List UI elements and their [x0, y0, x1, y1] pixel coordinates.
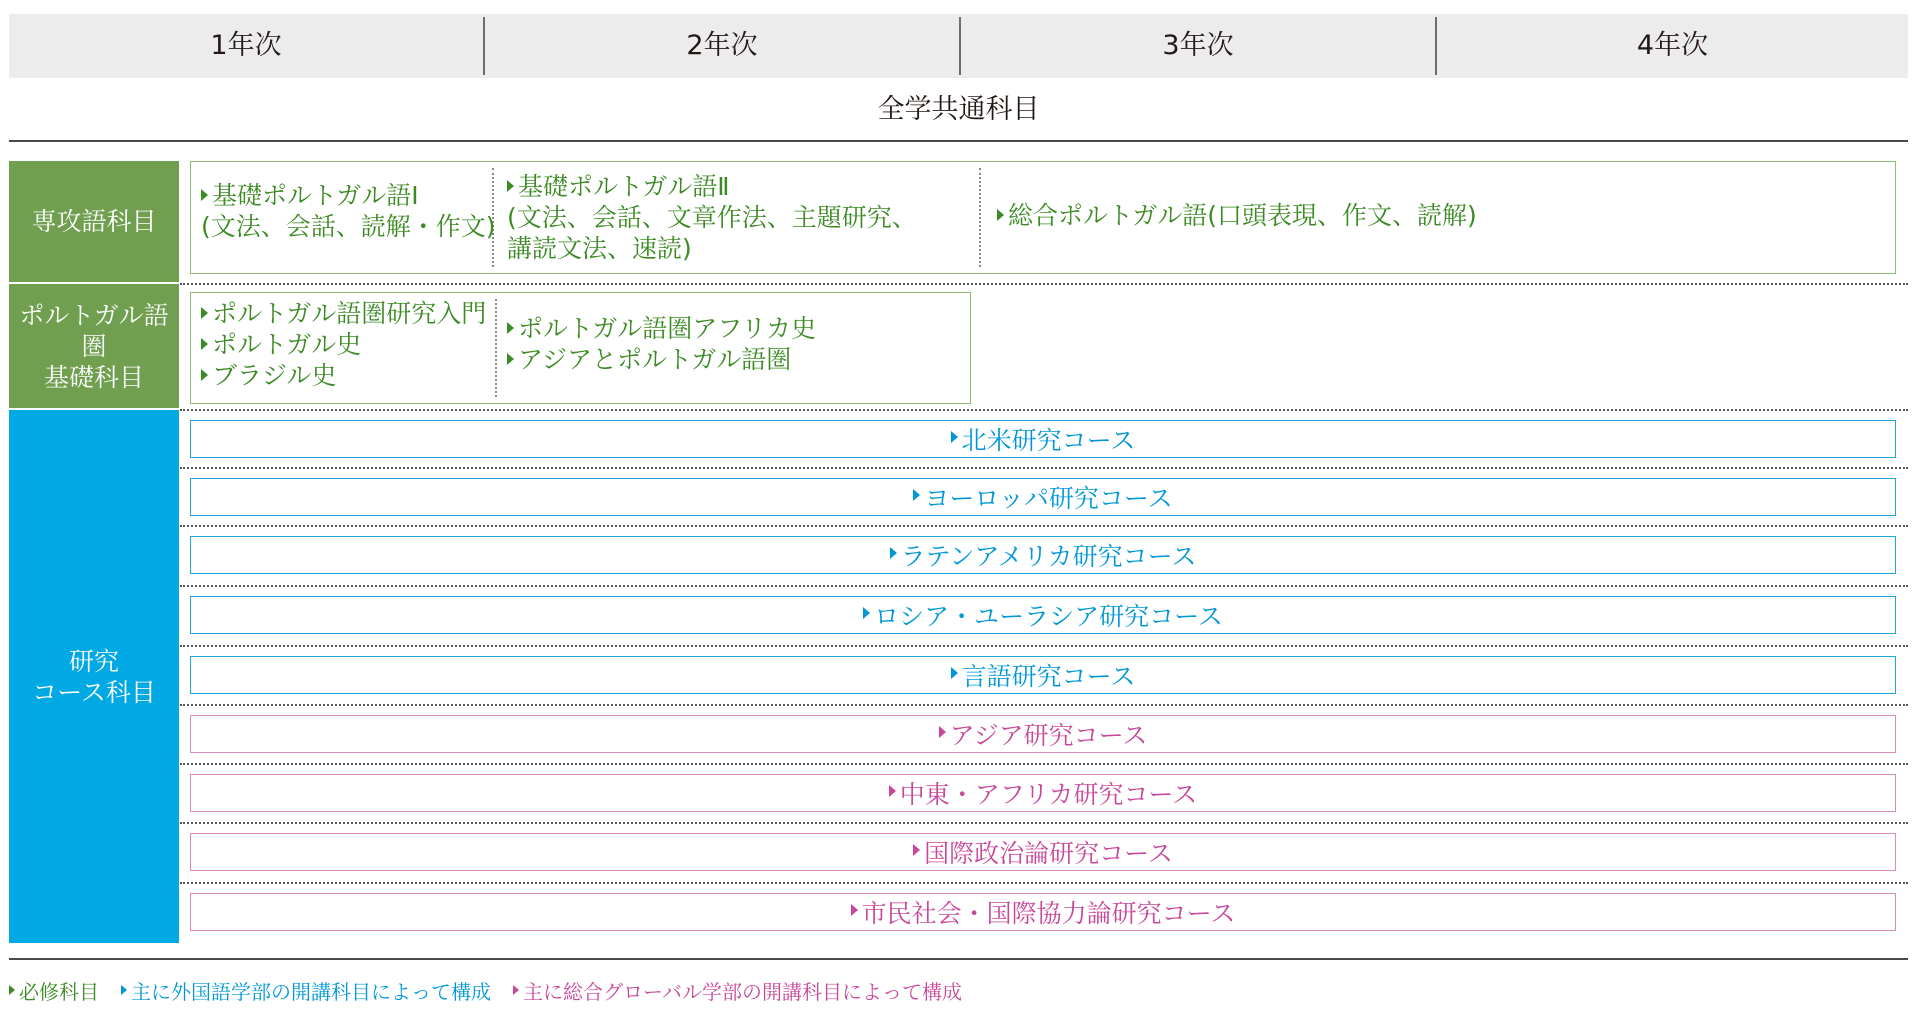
bullet-triangle-icon — [507, 353, 514, 365]
row-separator — [180, 704, 1908, 706]
course-name: ポルトガル語圏アフリカ史 — [518, 314, 817, 343]
course-label: ロシア・ユーラシア研究コース — [874, 602, 1223, 631]
course-label: 市民社会・国際協力論研究コース — [861, 899, 1236, 928]
course-detail: (文法、会話、読解・作文) — [201, 212, 496, 241]
course-label: アジア研究コース — [949, 721, 1148, 750]
bullet-triangle-icon — [951, 431, 958, 443]
row-separator — [180, 409, 1908, 411]
major-language-year2 — [507, 171, 917, 264]
bullet-triangle-icon — [201, 189, 208, 201]
category-area-basic-line2: 基礎科目 — [43, 362, 144, 392]
bullet-triangle-icon — [890, 547, 897, 559]
row-separator — [180, 645, 1908, 647]
course-name: 基礎ポルトガル語Ⅱ — [518, 172, 730, 201]
row-separator — [180, 882, 1908, 884]
year-1-header: 1年次 — [210, 30, 282, 61]
course-name: アジアとポルトガル語圏 — [518, 345, 792, 374]
year-4-header: 4年次 — [1636, 30, 1709, 61]
bullet-triangle-icon — [863, 607, 870, 619]
course-name: 基礎ポルトガル語Ⅰ — [212, 181, 419, 210]
row-separator — [180, 467, 1908, 469]
column-divider — [979, 168, 981, 267]
area-basic-year1 — [201, 298, 486, 391]
legend-foreign — [121, 976, 491, 1005]
research-course-row — [190, 833, 1896, 871]
year-3-header: 3年次 — [1162, 30, 1234, 61]
course-label: 国際政治論研究コース — [924, 839, 1173, 868]
common-subjects-label: 全学共通科目 — [877, 94, 1040, 125]
course-detail: (文法、会話、文章作法、主題研究、 — [507, 203, 917, 232]
legend-foreign-label: 主に外国語学部の開講科目によって構成 — [131, 979, 491, 1004]
category-research-course-line1: 研究 — [68, 646, 119, 676]
bullet-triangle-icon — [889, 785, 896, 797]
research-course-row — [190, 478, 1896, 516]
row-separator — [180, 763, 1908, 765]
research-course-row — [190, 715, 1896, 753]
bullet-triangle-icon — [201, 338, 208, 350]
category-major-language — [9, 161, 179, 282]
bullet-triangle-icon — [201, 307, 208, 319]
area-basic-box — [190, 292, 971, 404]
legend — [9, 975, 984, 1005]
year-2-header: 2年次 — [686, 30, 758, 61]
research-course-row — [190, 596, 1896, 634]
research-course-row — [190, 774, 1896, 812]
major-language-year1 — [201, 180, 496, 242]
column-divider — [495, 299, 497, 397]
major-language-year3-4 — [997, 200, 1477, 231]
research-course-row — [190, 893, 1896, 931]
course-name: 総合ポルトガル語(口頭表現、作文、読解) — [1008, 201, 1477, 230]
course-detail: 講読文法、速読) — [507, 234, 692, 263]
course-label: 言語研究コース — [961, 662, 1136, 691]
row-separator — [180, 822, 1908, 824]
category-area-basic — [9, 284, 179, 408]
legend-global-label: 主に総合グローバル学部の開講科目によって構成 — [523, 979, 962, 1004]
research-course-row — [190, 536, 1896, 574]
legend-required — [9, 976, 99, 1005]
bullet-triangle-icon — [507, 322, 514, 334]
bullet-triangle-icon — [951, 667, 958, 679]
bullet-triangle-icon — [851, 904, 858, 916]
legend-global — [513, 976, 962, 1005]
category-research-course-line2: コース科目 — [32, 677, 156, 707]
category-research-course — [9, 410, 179, 943]
bullet-triangle-icon — [913, 844, 920, 856]
research-course-row — [190, 420, 1896, 458]
year-header — [9, 14, 1908, 78]
common-subjects-rule — [9, 140, 1908, 142]
category-major-language-label: 専攻語科目 — [31, 207, 157, 236]
course-label: ヨーロッパ研究コース — [924, 484, 1173, 513]
bullet-triangle-icon — [201, 369, 208, 381]
row-separator — [180, 525, 1908, 527]
course-label: 北米研究コース — [961, 426, 1136, 455]
bullet-triangle-icon — [9, 985, 15, 995]
legend-required-label: 必修科目 — [19, 979, 99, 1004]
course-label: ラテンアメリカ研究コース — [900, 542, 1197, 571]
row-separator — [180, 585, 1908, 587]
bullet-triangle-icon — [939, 726, 946, 738]
course-name: ブラジル史 — [212, 361, 337, 390]
bullet-triangle-icon — [507, 180, 514, 192]
bullet-triangle-icon — [121, 985, 127, 995]
bullet-triangle-icon — [997, 209, 1004, 221]
row-separator — [180, 283, 1908, 285]
course-label: 中東・アフリカ研究コース — [899, 780, 1198, 809]
area-basic-year2 — [507, 313, 816, 375]
legend-rule — [9, 958, 1908, 960]
course-name: ポルトガル史 — [212, 330, 362, 359]
bullet-triangle-icon — [913, 489, 920, 501]
bullet-triangle-icon — [513, 985, 519, 995]
category-area-basic-line1: ポルトガル語圏 — [19, 300, 169, 361]
major-language-box — [190, 161, 1896, 274]
research-course-row — [190, 656, 1896, 694]
course-name: ポルトガル語圏研究入門 — [212, 299, 487, 328]
